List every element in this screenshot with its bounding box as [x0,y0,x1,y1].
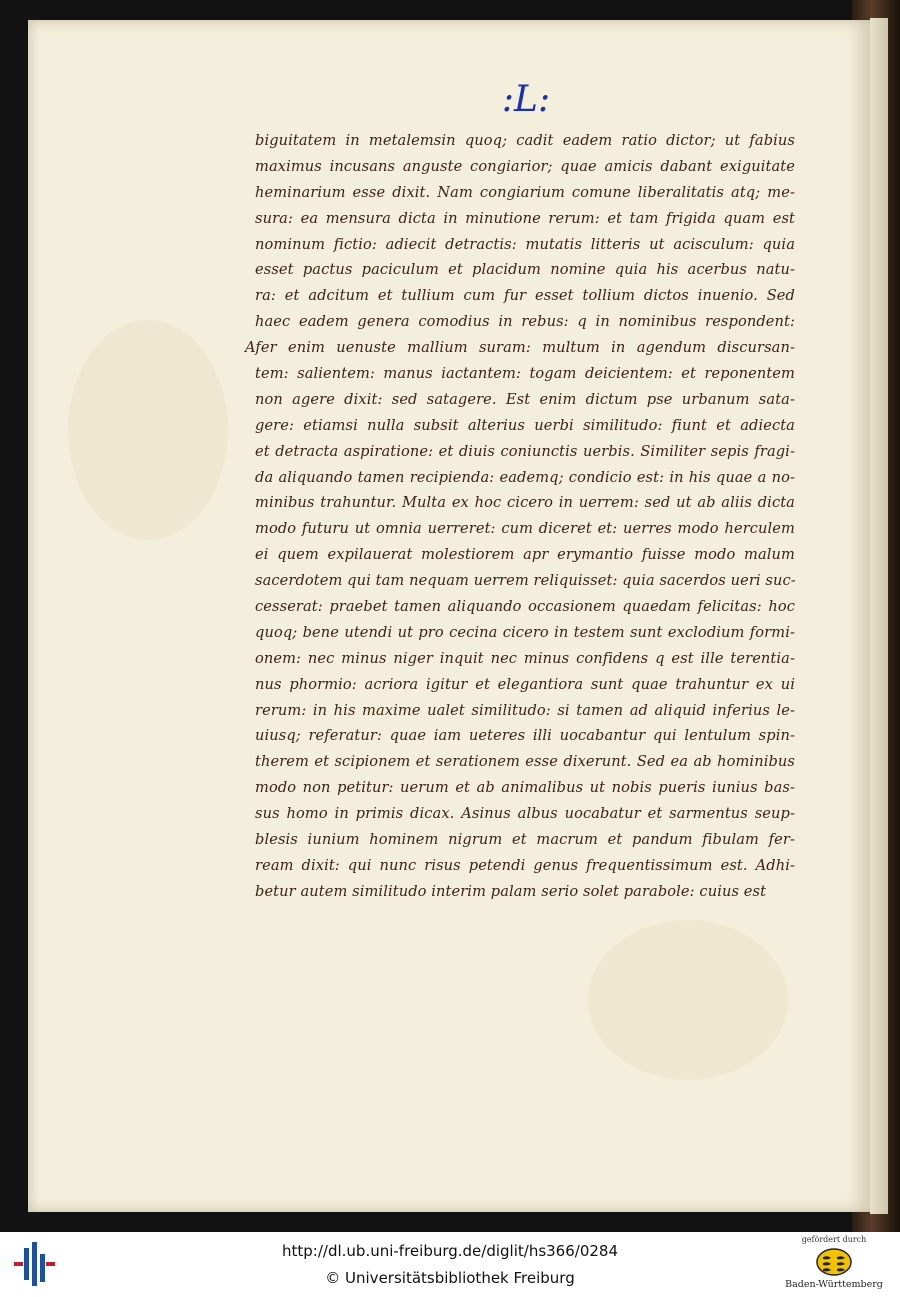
manuscript-line: sura: ea mensura dicta in minutione rerum: et tam frigida quam est [255,209,795,227]
manuscript-line: gere: etiamsi nulla subsit alterius uerbi similitudo: fiunt et adiecta [255,416,795,434]
manuscript-line: quoq; bene utendi ut pro cecina cicero in testem sunt exclodium formi- [255,623,795,641]
copyright-notice: © Universitätsbibliothek Freiburg [325,1269,575,1287]
manuscript-text [245,128,796,905]
manuscript-line: rerum: in his maxime ualet similitudo: si tamen ad aliquid inferius le- [255,701,795,719]
manuscript-line: modo futuru ut omnia uerreret: cum diceret et: uerres modo herculem [255,520,795,538]
manuscript-line: non agere dixit: sed satagere. Est enim dictum pse urbanum sata- [255,390,795,408]
manuscript-line: therem et scipionem et serationem esse dixerunt. Sed ea ab hominibus [255,753,795,771]
manuscript-line: nominum fictio: adiecit detractis: mutatis litteris ut acisculum: quia [255,235,795,253]
sponsor-label: gefördert durch [801,1235,867,1244]
page-url[interactable]: http://dl.ub.uni-freiburg.de/diglit/hs366/0284 [282,1242,618,1260]
sponsor-name: Baden-Württemberg [785,1279,883,1290]
manuscript-line: sacerdotem qui tam nequam uerrem reliquisset: quia sacerdos ueri suc- [255,572,796,590]
manuscript-line: esset pactus paciculum et placidum nomine quia his acerbus natu- [255,261,795,279]
manuscript-line: minibus trahuntur. Multa ex hoc cicero in uerrem: sed ut ab aliis dicta [255,494,795,512]
manuscript-line: haec eadem genera comodius in rebus: q in nominibus respondent: [255,313,795,331]
manuscript-line: maximus incusans anguste congiarior; quae amicis dabant exiguitate [255,157,795,175]
footer-bar [0,1232,900,1297]
manuscript-line: et detracta aspiratione: et diuis coniunctis uerbis. Similiter sepis fragi- [255,442,795,460]
parchment-stain [68,320,228,540]
manuscript-line: heminarium esse dixit. Nam congiarium comune liberalitatis atq; me- [255,183,795,201]
manuscript-line: da aliquando tamen recipienda: eademq; condicio est: in his quae a no- [255,468,795,486]
manuscript-line: tem: salientem: manus iactantem: togam deicientem: et reponentem [255,365,795,383]
manuscript-line: sus homo in primis dicax. Asinus albus uocabatur et sarmentus seup- [255,805,795,823]
parchment-stain [588,920,788,1080]
baden-wuerttemberg-crest-icon [814,1247,854,1277]
folio-mark: :L: [501,79,551,120]
manuscript-line: ream dixit: qui nunc risus petendi genus frequentissimum est. Adhi- [255,856,795,874]
manuscript-line: uiusq; referatur: quae iam ueteres illi uocabantur qui lentulum spin- [255,727,795,745]
manuscript-line: blesis iunium hominem nigrum et macrum et pandum fibulam fer- [255,831,795,849]
manuscript-line: cesserat: praebet tamen aliquando occasionem quaedam felicitas: hoc [255,598,795,616]
manuscript-line: ei quem expilauerat molestiorem apr erymantio fuisse modo malum [255,546,795,564]
manuscript-line: onem: nec minus niger inquit nec minus confidens q est ille terentia- [255,649,795,667]
manuscript-line: modo non petitur: uerum et ab animalibus ut nobis pueris iunius bas- [255,779,795,797]
next-page-edge [870,18,888,1214]
manuscript-line: ra: et adcitum et tullium cum fur esset tollium dictos inuenio. Sed [255,287,795,305]
manuscript-line: betur autem similitudo interim palam serio solet parabole: cuius est [255,882,767,900]
manuscript-line: Afer enim uenuste mallium suram: multum in agendum discursan- [245,339,795,357]
manuscript-line: nus phormio: acriora igitur et elegantiora sunt quae trahuntur ex ui [255,675,795,693]
manuscript-line: biguitatem in metalemsin quoq; cadit eadem ratio dictor; ut fabius [255,132,795,149]
sponsor-badge[interactable] [778,1235,890,1295]
